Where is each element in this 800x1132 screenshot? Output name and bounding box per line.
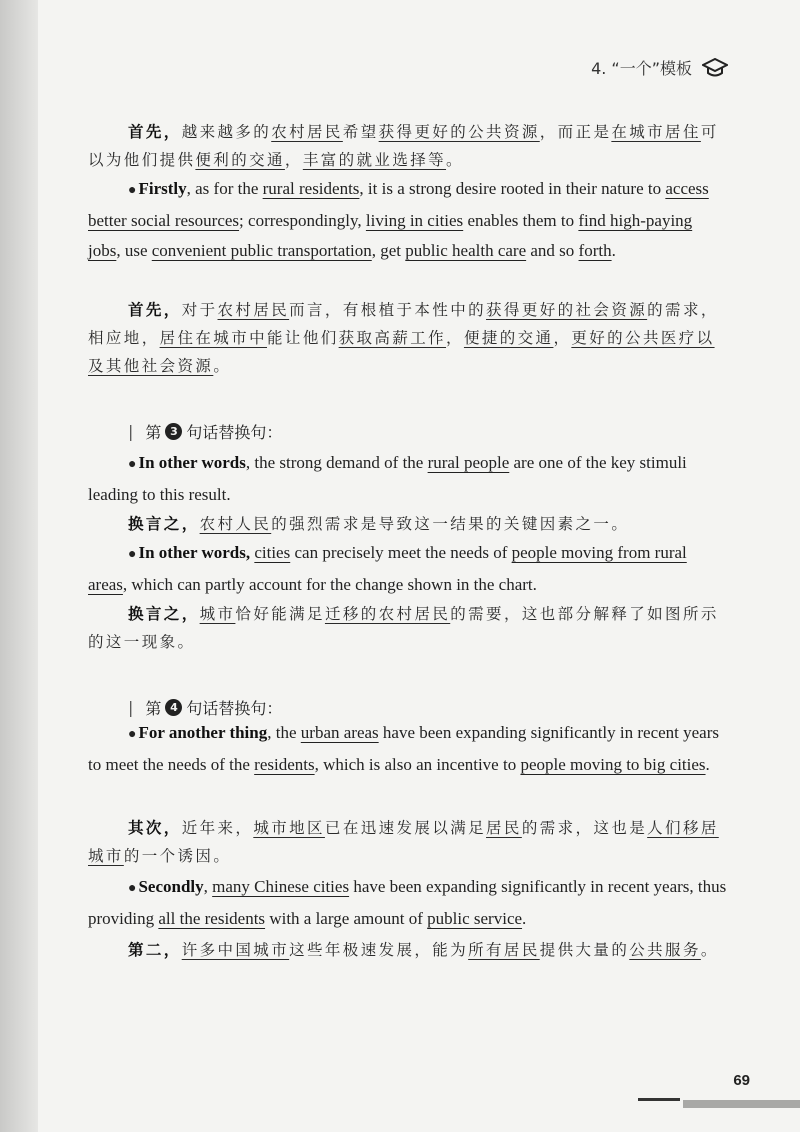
- underlined-phrase: public service: [427, 909, 523, 928]
- text: , the: [267, 723, 301, 742]
- paragraph-en-1: [88, 174, 728, 266]
- section-heading-3: [128, 420, 282, 443]
- paragraph-zh-5: [88, 814, 728, 870]
- underlined-phrase: forth: [578, 241, 612, 260]
- chapter-title: 4. “一个”模板: [591, 59, 692, 78]
- paragraph-en-3: [88, 538, 728, 600]
- underlined-phrase: 获得更好的公共资源: [378, 123, 540, 141]
- page-number: 69: [733, 1072, 750, 1089]
- book-page: [38, 0, 800, 1132]
- text: 希望: [342, 123, 379, 141]
- underlined-phrase: 获取高薪工作: [338, 329, 447, 347]
- text: 能让他们: [267, 329, 339, 347]
- lead-word: Firstly: [138, 179, 187, 198]
- text: 越来越多的: [181, 123, 272, 141]
- text: 而言，有根植于本性中的: [289, 301, 487, 319]
- underlined-phrase: convenient public transportation: [151, 241, 372, 260]
- lead-word: For another thing: [138, 723, 268, 742]
- text: 可以为他们提供: [88, 123, 719, 169]
- underlined-phrase: cities: [254, 543, 291, 562]
- paragraph-zh-3: [88, 510, 728, 538]
- lead-word: In other words: [138, 453, 246, 472]
- section-suffix: 句话替换句：: [186, 423, 283, 442]
- underlined-phrase: people moving to big cities: [520, 755, 706, 774]
- underlined-phrase: people moving from rural areas: [88, 543, 687, 594]
- footer-bar: [683, 1100, 800, 1108]
- text: and so: [526, 241, 579, 260]
- lead-word: Secondly: [138, 877, 204, 896]
- underlined-phrase: 居民: [486, 819, 522, 837]
- underlined-phrase: 丰富的就业选择等: [302, 151, 447, 169]
- text: 的需求，这也是: [521, 819, 648, 837]
- text: 。: [213, 357, 232, 375]
- page-gutter-shadow: [0, 0, 38, 1132]
- text: 恰好能满足: [235, 605, 325, 623]
- underlined-phrase: 所有居民: [468, 941, 540, 959]
- underlined-phrase: 居住在城市中: [159, 329, 268, 347]
- bullet-icon: ●: [128, 881, 137, 896]
- underlined-phrase: 获得更好的社会资源: [486, 301, 648, 319]
- text: ,: [203, 877, 213, 896]
- graduation-cap-icon: [702, 58, 728, 78]
- lead-word: In other words,: [138, 543, 251, 562]
- text: , get: [371, 241, 406, 260]
- underlined-phrase: rural residents: [262, 179, 360, 198]
- text: can precisely meet the needs of: [290, 543, 512, 562]
- text: 的强烈需求是导致这一结果的关键因素之一。: [271, 515, 630, 533]
- paragraph-zh-6: [88, 936, 728, 964]
- text: .: [611, 241, 616, 260]
- paragraph-en-2: [88, 448, 728, 510]
- paragraph-en-5: [88, 872, 728, 934]
- text: , as for the: [186, 179, 263, 198]
- text: have been expanding significantly in recent years to meet the needs of the: [88, 723, 719, 774]
- text: , which is also an incentive to: [314, 755, 521, 774]
- underlined-phrase: 便捷的交通: [463, 329, 554, 347]
- section-heading-4: [128, 696, 282, 719]
- lead-word: 首先，: [128, 301, 182, 319]
- paragraph-zh-2: [88, 296, 728, 380]
- lead-word: 换言之，: [128, 515, 200, 533]
- section-bar: |: [128, 698, 134, 717]
- lead-word: 第二，: [128, 941, 182, 959]
- text: 。: [700, 941, 719, 959]
- underlined-phrase: 农村居民: [217, 301, 290, 319]
- bullet-icon: ●: [128, 547, 137, 562]
- text: 这些年极速发展，能为: [289, 941, 469, 959]
- underlined-phrase: 便利的交通: [195, 151, 285, 169]
- section-number-badge: 3: [165, 423, 182, 440]
- section-prefix: 第: [145, 699, 162, 718]
- text: .: [705, 755, 710, 774]
- paragraph-zh-4: [88, 600, 728, 656]
- text: 近年来，: [181, 819, 254, 837]
- text: 的一个诱因。: [123, 847, 232, 865]
- text: , which can partly account for the change shown in the chart.: [122, 575, 537, 594]
- lead-word: 其次，: [128, 819, 182, 837]
- text: have been expanding significantly in recent years, thus providing: [88, 877, 727, 928]
- chapter-header: [591, 56, 728, 79]
- underlined-phrase: rural people: [427, 453, 510, 472]
- text: , it is a strong desire rooted in their nature to: [359, 179, 666, 198]
- underlined-phrase: 农村居民: [271, 123, 343, 141]
- underlined-phrase: 在城市居住: [611, 123, 701, 141]
- text: enables them to: [463, 211, 579, 230]
- underlined-phrase: urban areas: [300, 723, 379, 742]
- text: with a large amount of: [265, 909, 428, 928]
- underlined-phrase: 人们移居城市: [88, 819, 719, 865]
- text: , the strong demand of the: [245, 453, 428, 472]
- underlined-phrase: all the residents: [158, 909, 266, 928]
- section-number-badge: 4: [165, 699, 182, 716]
- text: ，: [446, 329, 464, 347]
- underlined-phrase: 公共服务: [629, 941, 701, 959]
- text: 提供大量的: [539, 941, 630, 959]
- underlined-phrase: 许多中国城市: [181, 941, 290, 959]
- lead-word: 换言之，: [128, 605, 200, 623]
- bullet-icon: ●: [128, 727, 137, 742]
- text: 的需求，相应地，: [88, 301, 719, 347]
- text: 已在迅速发展以满足: [324, 819, 487, 837]
- text: 对于: [181, 301, 218, 319]
- section-bar: |: [128, 422, 134, 441]
- section-prefix: 第: [145, 423, 162, 442]
- text: 。: [446, 151, 464, 169]
- footer-rule: [638, 1098, 680, 1101]
- text: ，: [553, 329, 572, 347]
- underlined-phrase: living in cities: [365, 211, 464, 230]
- bullet-icon: ●: [128, 457, 137, 472]
- underlined-phrase: 迁移的农村居民: [324, 605, 451, 623]
- underlined-phrase: public health care: [405, 241, 527, 260]
- paragraph-zh-1: [88, 118, 728, 174]
- underlined-phrase: many Chinese cities: [212, 877, 350, 896]
- text: ; correspondingly,: [239, 211, 366, 230]
- underlined-phrase: access better social resources: [88, 179, 709, 230]
- underlined-phrase: 更好的公共医疗以及其他社会资源: [88, 329, 715, 375]
- section-suffix: 句话替换句：: [186, 699, 283, 718]
- text: are one of the key stimuli leading to this result.: [88, 453, 687, 504]
- underlined-phrase: 城市地区: [253, 819, 325, 837]
- underlined-phrase: find high-paying jobs: [88, 211, 693, 260]
- underlined-phrase: residents: [254, 755, 315, 774]
- paragraph-en-4: [88, 718, 728, 780]
- text: .: [522, 909, 527, 928]
- text: ，而正是: [539, 123, 612, 141]
- text: 的需要，这也部分解释了如图所示的这一现象。: [88, 605, 719, 651]
- lead-word: 首先，: [128, 123, 182, 141]
- underlined-phrase: 城市: [199, 605, 236, 623]
- text: , use: [116, 241, 152, 260]
- text: ，: [284, 151, 303, 169]
- bullet-icon: ●: [128, 183, 137, 198]
- underlined-phrase: 农村人民: [199, 515, 272, 533]
